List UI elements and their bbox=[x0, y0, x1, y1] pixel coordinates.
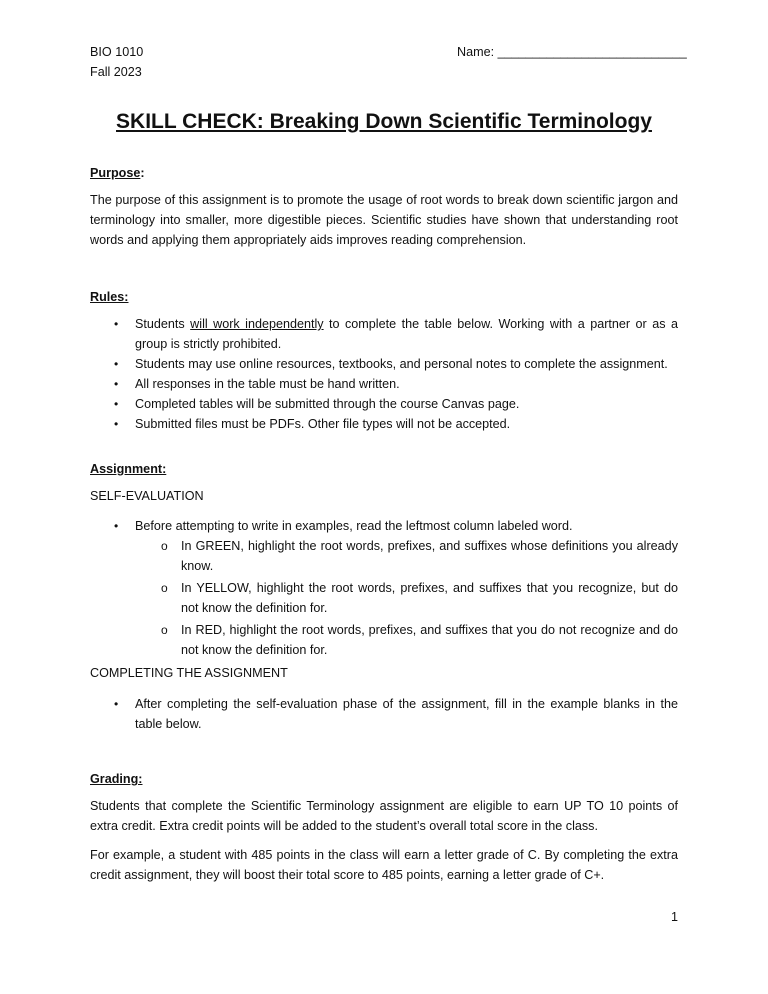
highlight-instruction-yellow: o In YELLOW, highlight the root words, prefixes, and suffixes that you recognize, but do not know the definition for. bbox=[181, 578, 678, 618]
course-code: BIO 1010 bbox=[90, 45, 144, 59]
name-field-label: Name: ___________________________ bbox=[457, 45, 687, 59]
highlight-instruction-red: o In RED, highlight the root words, prefixes, and suffixes that you do not recognize and do not know the definition for. bbox=[181, 620, 678, 660]
bullet-icon: • bbox=[114, 397, 119, 411]
self-evaluation-list bbox=[114, 516, 678, 536]
circle-bullet-icon: o bbox=[161, 581, 168, 595]
purpose-heading-colon: : bbox=[140, 166, 145, 180]
purpose-heading: Purpose bbox=[90, 166, 141, 180]
bullet-icon: • bbox=[114, 697, 119, 711]
page-title: SKILL CHECK: Breaking Down Scientific Terminology bbox=[116, 110, 652, 133]
highlight-instruction-green: o In GREEN, highlight the root words, prefixes, and suffixes whose definitions you already know. bbox=[181, 536, 678, 576]
rules-item: • All responses in the table must be hand written. bbox=[135, 374, 678, 394]
highlight-instructions-list bbox=[161, 536, 678, 660]
bullet-icon: • bbox=[114, 417, 119, 431]
completing-list bbox=[114, 694, 678, 734]
circle-bullet-icon: o bbox=[161, 623, 168, 637]
grading-paragraph-2: For example, a student with 485 points in the class will earn a letter grade of C. By completing the extra credit assignment, they will boost their total score to 485 points, earning a letter grade of C+. bbox=[90, 848, 678, 882]
completing-heading: COMPLETING THE ASSIGNMENT bbox=[90, 666, 288, 680]
rules-item: • Students will work independently to complete the table below. Working with a partner or as a group is strictly prohibited. bbox=[135, 314, 678, 354]
rules-item: • Completed tables will be submitted through the course Canvas page. bbox=[135, 394, 678, 414]
rules-item: • Students may use online resources, textbooks, and personal notes to complete the assignment. bbox=[135, 354, 678, 374]
bullet-icon: • bbox=[114, 519, 119, 533]
course-term: Fall 2023 bbox=[90, 65, 142, 79]
bullet-icon: • bbox=[114, 357, 119, 371]
emphasis-underline: will work independently bbox=[190, 317, 324, 331]
purpose-heading-line bbox=[90, 163, 145, 183]
rules-list bbox=[114, 314, 678, 434]
rules-heading: Rules: bbox=[90, 290, 129, 304]
page-number: 1 bbox=[670, 910, 678, 924]
self-evaluation-item: • Before attempting to write in examples, read the leftmost column labeled word. bbox=[135, 516, 678, 536]
rules-item: • Submitted files must be PDFs. Other file types will not be accepted. bbox=[135, 414, 678, 434]
course-header bbox=[90, 42, 143, 82]
circle-bullet-icon: o bbox=[161, 539, 168, 553]
bullet-icon: • bbox=[114, 317, 119, 331]
self-evaluation-heading: SELF-EVALUATION bbox=[90, 489, 204, 503]
bullet-icon: • bbox=[114, 377, 119, 391]
purpose-text: The purpose of this assignment is to promote the usage of root words to break down scientific jargon and terminology into smaller, more digestible pieces. Scientific studies have shown that understanding root words and applying them appropriately aids improves reading comprehension. bbox=[90, 193, 678, 247]
grading-paragraph-1: Students that complete the Scientific Terminology assignment are eligible to earn UP TO 10 points of extra credit. Extra credit points will be added to the student’s overall total score in the class. bbox=[90, 799, 678, 833]
assignment-heading: Assignment: bbox=[90, 462, 167, 476]
completing-item: • After completing the self-evaluation phase of the assignment, fill in the example blanks in the table below. bbox=[135, 694, 678, 734]
grading-heading: Grading: bbox=[90, 772, 143, 786]
